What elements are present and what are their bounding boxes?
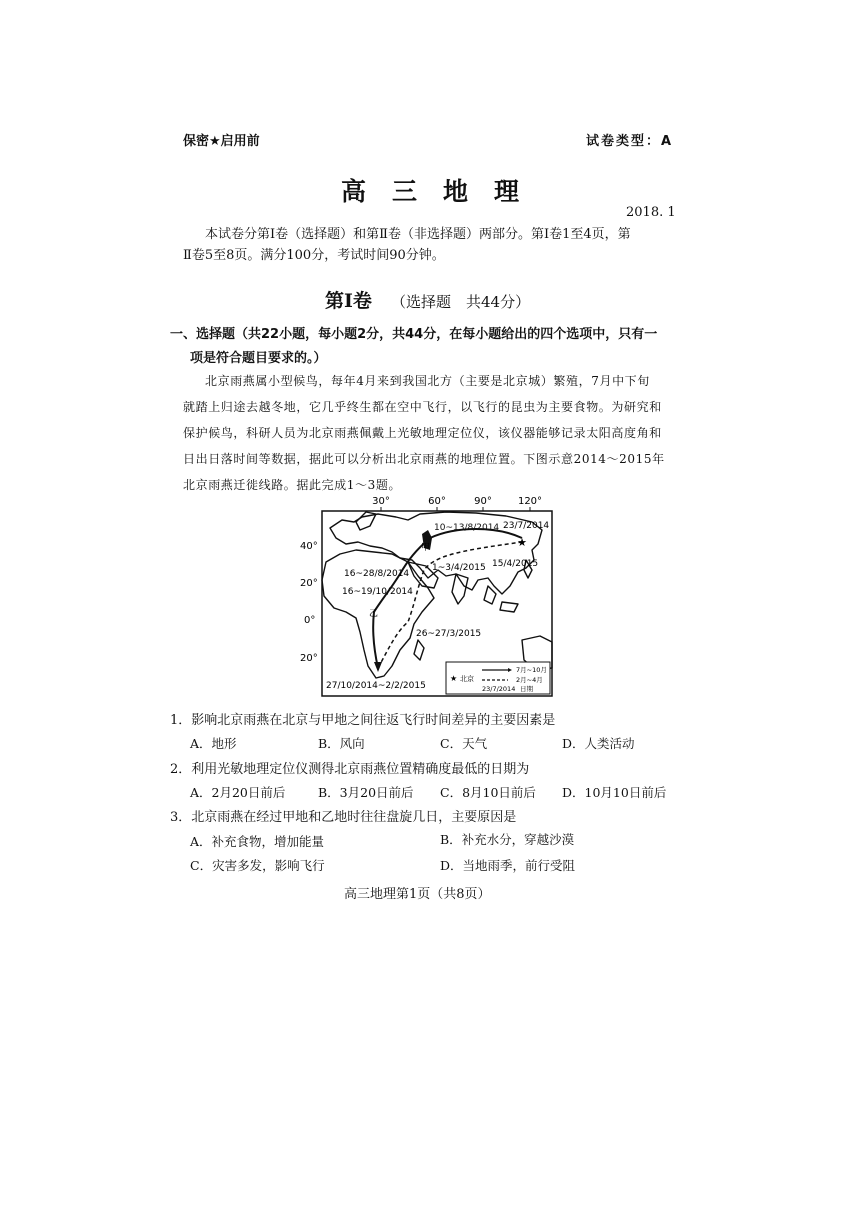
section-heading	[325, 286, 530, 313]
legend-beijing: 北京	[460, 675, 474, 683]
beijing-star-icon: ★	[517, 536, 527, 549]
part-one-instruction-1: 一、选择题（共22小题，每小题2分，共44分，在每小题给出的四个选项中，只有一	[170, 327, 658, 342]
longitude-label: 30°	[372, 496, 390, 507]
map-place-label: 甲	[421, 543, 431, 553]
latitude-label: 20°	[300, 578, 318, 589]
intro-line-1: 本试卷分第Ⅰ卷（选择题）和第Ⅱ卷（非选择题）两部分。第Ⅰ卷1至4页，第	[205, 227, 631, 242]
passage-line-1: 北京雨燕属小型候鸟，每年4月来到我国北方（主要是北京城）繁殖，7月中下旬	[205, 374, 650, 388]
question-1-stem: 1．影响北京雨燕在北京与甲地之间往返飞行时间差异的主要因素是	[170, 713, 556, 728]
latitude-label: 20°	[300, 653, 318, 664]
map-date-label: 27/10/2014~2/2/2015	[326, 681, 426, 691]
latitude-label: 0°	[304, 615, 316, 626]
question-3-stem: 3．北京雨燕在经过甲地和乙地时往往盘旋几日，主要原因是	[170, 810, 517, 825]
q3-option-c: C．灾害多发，影响飞行	[190, 858, 325, 873]
legend-solid-label: 7月~10月	[516, 666, 547, 674]
q2-option-b: B．3月20日前后	[318, 785, 414, 800]
legend-date-example: 23/7/2014	[482, 685, 516, 693]
longitude-label: 60°	[428, 496, 446, 507]
page-title: 高三地理	[341, 177, 546, 206]
q3-option-d: D．当地雨季，前行受阻	[440, 858, 576, 873]
map-date-label: 15/4/2015	[492, 559, 539, 569]
map-date-label: 23/7/2014	[503, 521, 550, 531]
passage-line-5: 北京雨燕迁徙线路。据此完成1～3题。	[183, 478, 402, 492]
part-one-instruction-2: 项是符合题目要求的。）	[190, 351, 327, 366]
map-date-label: 10~13/8/2014	[434, 523, 500, 533]
map-date-label: 16~19/10/2014	[342, 587, 413, 597]
latitude-label: 40°	[300, 541, 318, 552]
passage-line-4: 日出日落时间等数据，据此可以分析出北京雨燕的地理位置。下图示意2014～2015年	[183, 452, 665, 466]
q3-option-a: A．补充食物，增加能量	[190, 834, 325, 849]
passage-line-3: 保护候鸟，科研人员为北京雨燕佩戴上光敏地理定位仪，该仪器能够记录太阳高度角和	[183, 426, 662, 440]
longitude-label: 90°	[474, 496, 492, 507]
q2-option-c: C．8月10日前后	[440, 785, 536, 800]
legend-star-icon: ★	[450, 674, 458, 683]
q2-option-d: D．10月10日前后	[562, 785, 667, 800]
migration-route-map	[296, 490, 558, 702]
intro-line-2: Ⅱ卷5至8页。满分100分，考试时间90分钟。	[183, 248, 445, 263]
exam-date: 2018. 1	[626, 205, 676, 220]
page-footer: 高三地理第1页（共8页）	[344, 887, 491, 902]
q1-option-d: D．人类活动	[562, 736, 635, 751]
question-2-stem: 2．利用光敏地理定位仪测得北京雨燕位置精确度最低的日期为	[170, 762, 530, 777]
map-legend	[446, 662, 550, 694]
paper-type-label: 试卷类型：A	[586, 134, 674, 149]
map-place-label: 乙	[369, 609, 379, 619]
section-subtitle: （选择题 共44分）	[390, 293, 531, 311]
q2-option-a: A．2月20日前后	[190, 785, 286, 800]
legend-dashed-label: 2月~4月	[516, 676, 543, 684]
q3-option-b: B．补充水分，穿越沙漠	[440, 832, 575, 847]
legend-date-label: 日期	[520, 685, 533, 693]
longitude-label: 120°	[517, 496, 543, 507]
confidential-label: 保密★启用前	[183, 134, 260, 149]
passage-line-2: 就踏上归途去越冬地，它几乎终生都在空中飞行，以飞行的昆虫为主要食物。为研究和	[183, 400, 662, 414]
map-date-label: 1~3/4/2015	[432, 563, 486, 573]
q1-option-a: A．地形	[190, 736, 237, 751]
q1-option-c: C．天气	[440, 736, 488, 751]
map-date-label: 16~28/8/2014	[344, 569, 410, 579]
map-date-label: 26~27/3/2015	[416, 629, 482, 639]
q1-option-b: B．风向	[318, 736, 365, 751]
section-title: 第Ⅰ卷	[325, 290, 372, 312]
